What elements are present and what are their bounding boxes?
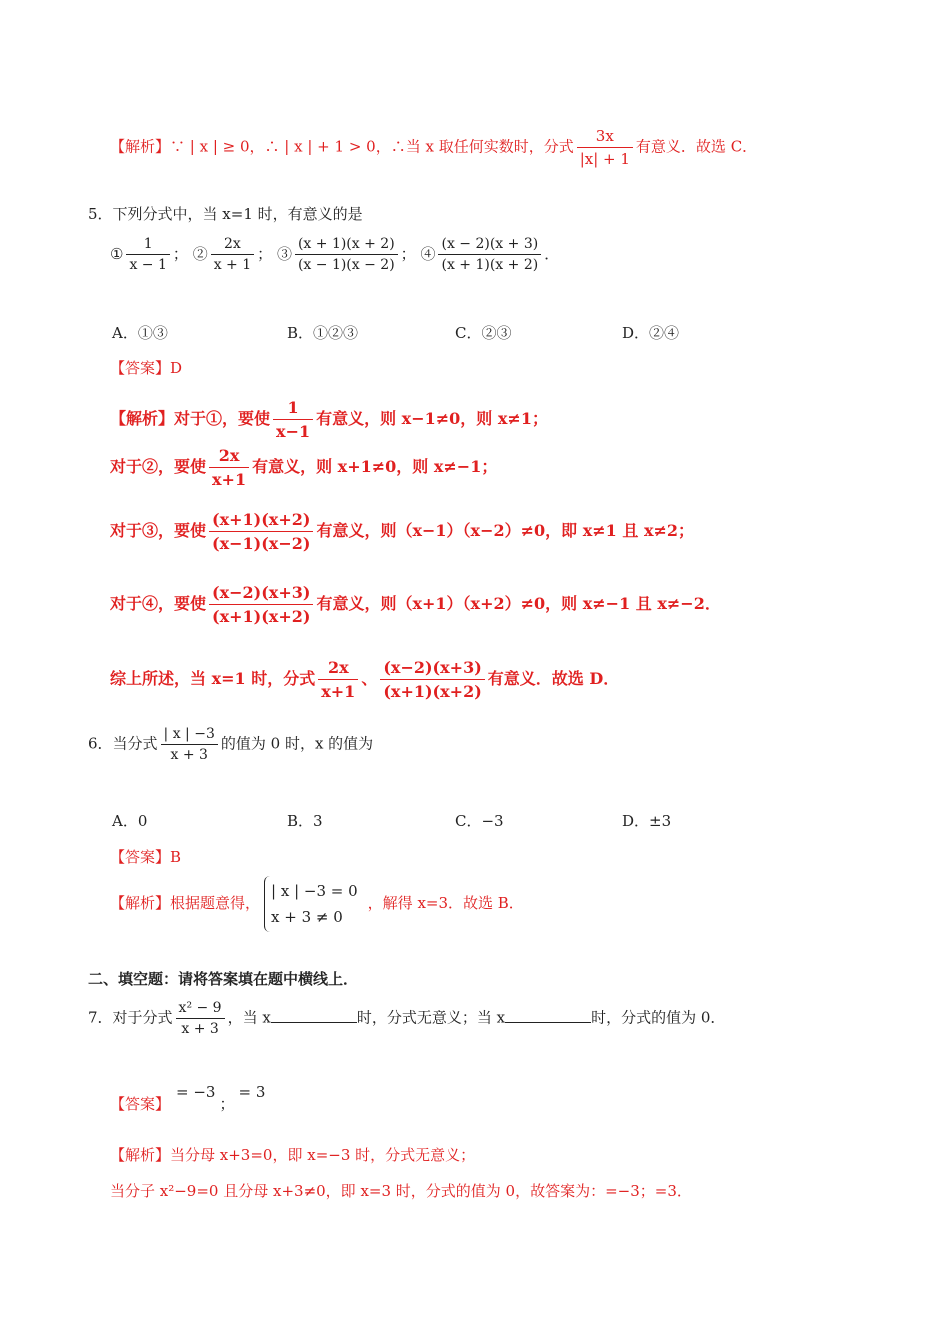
analysis-text: 对于③，要使 bbox=[110, 521, 207, 540]
option-b: B．①②③ bbox=[287, 324, 359, 342]
q6-analysis bbox=[110, 876, 524, 932]
denominator: x+1 bbox=[321, 682, 356, 701]
q5-stem: 5．下列分式中，当 x=1 时，有意义的是 bbox=[88, 205, 363, 223]
q7-stem bbox=[88, 1000, 725, 1037]
denominator: (x − 1)(x − 2) bbox=[297, 257, 395, 273]
q5-analysis-line-3 bbox=[110, 510, 694, 553]
separator: ； bbox=[400, 244, 416, 263]
denominator: (x−1)(x−2) bbox=[212, 534, 311, 553]
q6-stem bbox=[88, 726, 373, 763]
option-c: C．②③ bbox=[455, 324, 512, 342]
section-title: 二、填空题：请将答案填在题中横线上． bbox=[88, 970, 359, 988]
q7-analysis-line-1 bbox=[110, 1144, 475, 1165]
analysis-text: 有意义，则（x+1）（x+2）≠0，则 x≠−1 且 x≠−2． bbox=[316, 594, 721, 613]
q5-item bbox=[192, 236, 273, 273]
option-b: B．3 bbox=[287, 812, 323, 830]
denominator: (x+1)(x+2) bbox=[212, 607, 311, 626]
answer-value: = −3 bbox=[176, 1083, 216, 1101]
stem-text: ，当 x bbox=[227, 1008, 271, 1027]
q7-analysis-line-2: 当分子 x²−9=0 且分母 x+3≠0，即 x=3 时，分式的值为 0，故答案为：=−3；=3． bbox=[110, 1182, 692, 1200]
fraction bbox=[318, 658, 358, 701]
denominator: (x + 1)(x + 2) bbox=[441, 257, 539, 273]
q5-item bbox=[110, 236, 188, 273]
numerator: 2x bbox=[318, 658, 358, 680]
q5-summary bbox=[110, 658, 619, 701]
q5-analysis-line-1 bbox=[110, 398, 548, 441]
option-a: A．①③ bbox=[112, 324, 168, 342]
separator: ； bbox=[172, 244, 188, 263]
numerator: 2x bbox=[211, 236, 254, 255]
q5-analysis-line-4 bbox=[110, 583, 721, 626]
denominator: x + 3 bbox=[170, 747, 208, 763]
option-d: D．②④ bbox=[622, 324, 680, 342]
denominator: x + 1 bbox=[213, 257, 252, 273]
q7-answer bbox=[110, 1083, 265, 1114]
separator: ； bbox=[219, 1095, 235, 1113]
option-d: D．±3 bbox=[622, 812, 672, 830]
analysis-text: 有意义．故选 D． bbox=[487, 669, 620, 688]
stem-text: 的值为 0 时，x 的值为 bbox=[220, 734, 374, 753]
fraction bbox=[438, 236, 541, 273]
separator: 、 bbox=[361, 669, 378, 688]
separator: ； bbox=[257, 244, 273, 263]
q5-analysis-line-2 bbox=[110, 446, 497, 489]
denominator: (x+1)(x+2) bbox=[383, 682, 482, 701]
analysis-text: 根据题意得， bbox=[170, 894, 261, 912]
equation-line: | x | −3 = 0 bbox=[271, 882, 358, 900]
fraction bbox=[126, 236, 169, 273]
answer-label: 【答案】 bbox=[110, 1095, 171, 1113]
analysis-text: 对于②，要使 bbox=[110, 457, 207, 476]
numerator: 2x bbox=[209, 446, 249, 468]
option-a: A．0 bbox=[112, 812, 148, 830]
item-mark: ③ bbox=[276, 244, 292, 263]
analysis-label: 【解析】 bbox=[110, 137, 171, 156]
analysis-text: 当分母 x+3=0，即 x=−3 时，分式无意义； bbox=[170, 1146, 476, 1164]
fraction bbox=[209, 510, 313, 553]
separator: ． bbox=[544, 244, 560, 263]
q5-answer bbox=[110, 357, 182, 378]
numerator: (x + 1)(x + 2) bbox=[295, 236, 398, 255]
numerator: 3x bbox=[577, 127, 633, 148]
blank-line bbox=[271, 1008, 357, 1023]
fraction bbox=[211, 236, 254, 273]
answer-label: 【答案】 bbox=[110, 359, 171, 377]
q6-answer bbox=[110, 846, 181, 867]
numerator: (x − 2)(x + 3) bbox=[438, 236, 541, 255]
answer-label: 【答案】 bbox=[110, 848, 171, 866]
analysis-text: 有意义，则 x−1≠0，则 x≠1； bbox=[316, 409, 548, 428]
analysis-label: 【解析】 bbox=[110, 894, 171, 912]
fraction bbox=[176, 1000, 225, 1037]
answer-value: D bbox=[170, 359, 183, 377]
analysis-label: 【解析】 bbox=[110, 409, 175, 428]
denominator: x + 3 bbox=[181, 1021, 219, 1037]
analysis-text: 对于①，要使 bbox=[174, 409, 271, 428]
analysis-text: 有意义．故选 C． bbox=[635, 137, 758, 156]
item-mark: ④ bbox=[420, 244, 436, 263]
stem-text: 7．对于分式 bbox=[88, 1008, 173, 1027]
answer-value: = 3 bbox=[238, 1083, 266, 1101]
fraction bbox=[161, 726, 218, 763]
analysis-text: 有意义，则（x−1）（x−2）≠0，即 x≠1 且 x≠2； bbox=[316, 521, 695, 540]
fraction bbox=[577, 127, 633, 168]
stem-text: 6．当分式 bbox=[88, 734, 158, 753]
q4-analysis bbox=[110, 127, 757, 168]
fraction bbox=[209, 583, 313, 626]
numerator: 1 bbox=[126, 236, 169, 255]
fraction bbox=[273, 398, 313, 441]
stem-text: 时，分式无意义；当 x bbox=[356, 1008, 506, 1027]
item-mark: ② bbox=[192, 244, 208, 263]
stem-text: 时，分式的值为 0． bbox=[591, 1008, 726, 1027]
numerator: (x−2)(x+3) bbox=[380, 658, 484, 680]
item-mark: ① bbox=[110, 244, 124, 263]
analysis-text: 综上所述，当 x=1 时，分式 bbox=[110, 669, 316, 688]
q5-items bbox=[110, 236, 559, 273]
blank-line bbox=[505, 1008, 591, 1023]
equation-system bbox=[264, 876, 364, 932]
analysis-text: 有意义，则 x+1≠0，则 x≠−1； bbox=[252, 457, 498, 476]
equation-line: x + 3 ≠ 0 bbox=[271, 908, 343, 926]
fraction bbox=[295, 236, 398, 273]
numerator: (x+1)(x+2) bbox=[209, 510, 313, 532]
q5-item bbox=[276, 236, 416, 273]
denominator: x − 1 bbox=[129, 257, 167, 273]
analysis-text: 对于④，要使 bbox=[110, 594, 207, 613]
analysis-label: 【解析】 bbox=[110, 1146, 171, 1164]
q5-item bbox=[420, 236, 560, 273]
answer-value: B bbox=[170, 848, 182, 866]
analysis-text: ，解得 x=3．故选 B． bbox=[367, 894, 524, 912]
numerator: (x−2)(x+3) bbox=[209, 583, 313, 605]
numerator: x² − 9 bbox=[176, 1000, 225, 1019]
numerator: | x | −3 bbox=[161, 726, 218, 745]
fraction bbox=[209, 446, 249, 489]
denominator: x+1 bbox=[212, 470, 247, 489]
analysis-text: ∵ | x | ≥ 0，∴ | x | + 1 > 0，∴当 x 取任何实数时，分式 bbox=[170, 137, 574, 156]
option-c: C．−3 bbox=[455, 812, 504, 830]
denominator: x−1 bbox=[276, 422, 311, 441]
denominator: |x| + 1 bbox=[579, 150, 630, 168]
fraction bbox=[380, 658, 484, 701]
numerator: 1 bbox=[273, 398, 313, 420]
